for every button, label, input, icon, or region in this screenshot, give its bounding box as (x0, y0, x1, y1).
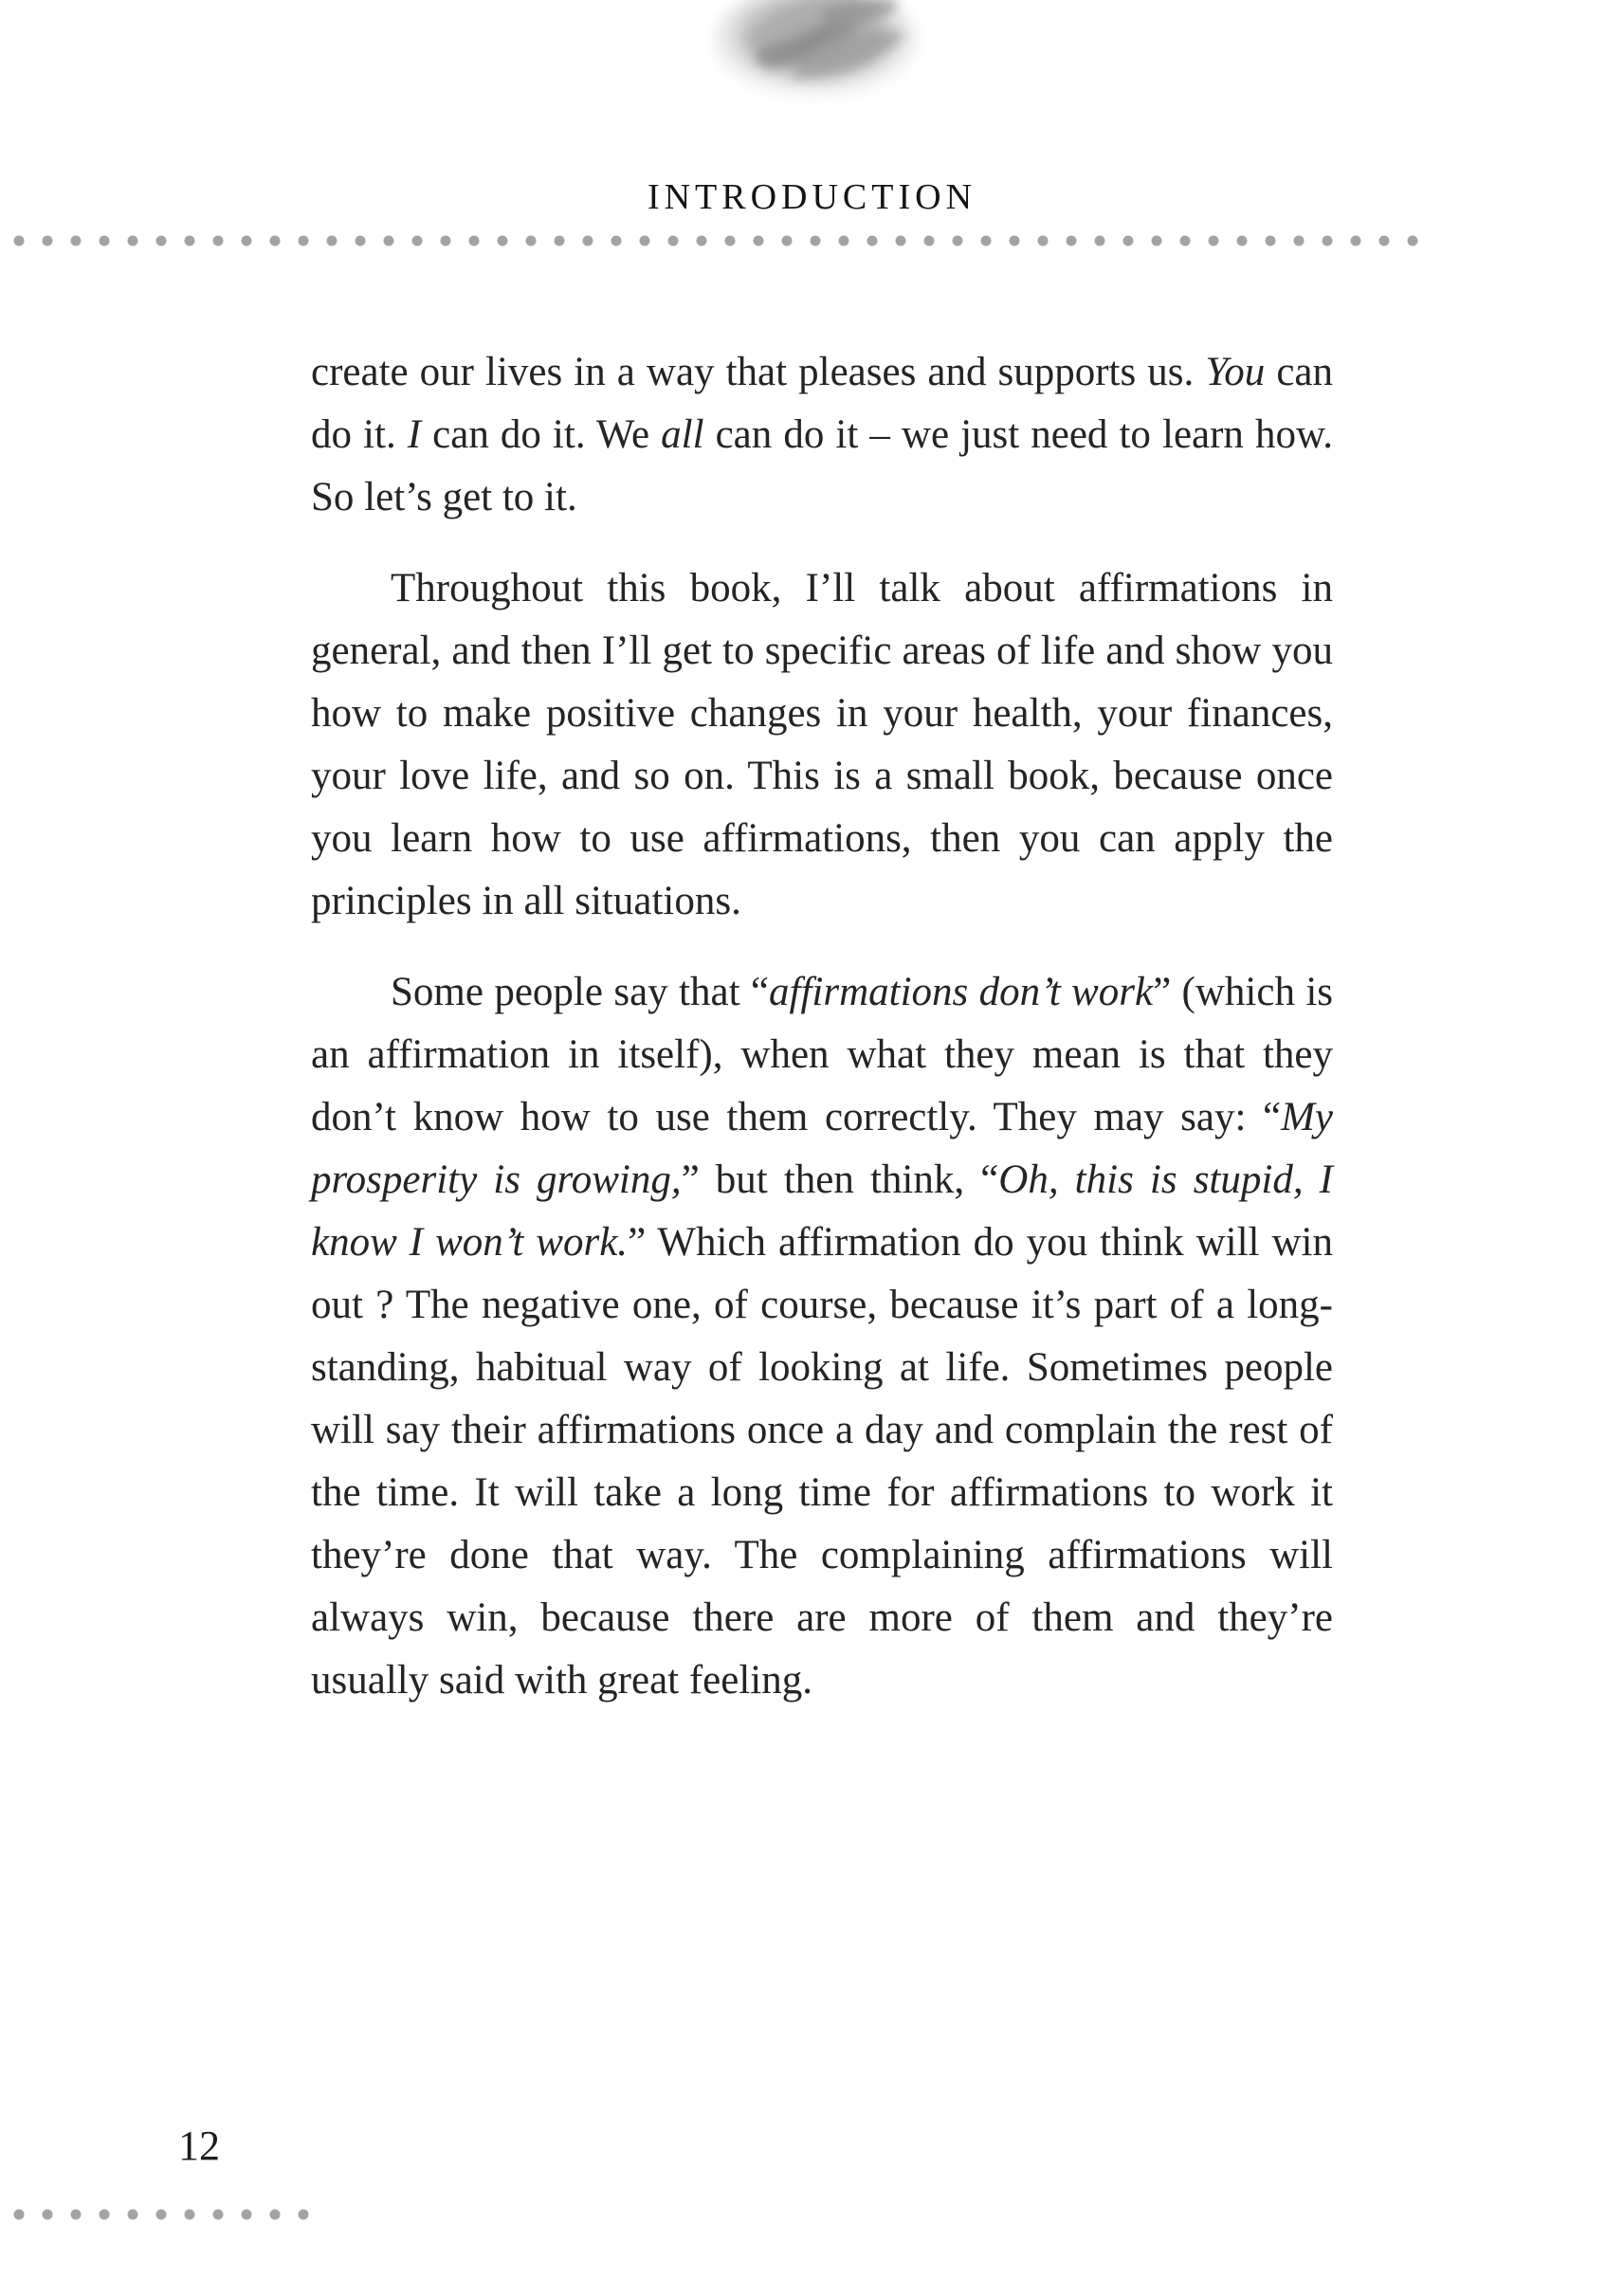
text-segment: ” (which is an affirmation in itself), when what they mean is that they don’t know how to use them correctly. They may say: “ (311, 970, 1334, 1139)
text-segment: ” but then think, “ (681, 1157, 999, 1202)
text-segment: Some people say that “ (391, 970, 770, 1014)
text-segment: Throughout this book, I’ll talk about affirmations in general, and then I’ll get to specific areas of life and show you how to make positive changes in your health, your finances, your love life, and so on. This is a small book, because once you learn how to use affirmations, then you can apply the principles in all situations. (311, 566, 1333, 923)
leaf-illustration-svg (678, 0, 953, 116)
italic-text-segment: I (407, 412, 422, 457)
paragraph (311, 961, 1333, 1712)
text-segment: can do it. We (421, 412, 662, 457)
text-segment: can do it. (311, 350, 1334, 457)
text-segment: ” Which affirmation do you think will win out ? The negative one, of course, because it’s part of a long-standing, habitual way of looking at life. Sometimes people will say their affirmations once a day and complain the rest of the time. It will take a long time for affirmations to work it they’re done that way. The complaining affirmations will always win, because there are more of them and they’re usually said with great feeling. (311, 1220, 1333, 1703)
italic-text-segment: Oh, this is stupid, I know I won’t work. (311, 1157, 1333, 1265)
page-title: INTRODUCTION (647, 177, 977, 217)
italic-text-segment: all (661, 412, 704, 457)
italic-text-segment: You (1205, 350, 1266, 394)
italic-text-segment: My prosperity is growing, (311, 1095, 1333, 1202)
paragraph (311, 341, 1333, 529)
header-dotted-rule (13, 235, 1433, 246)
body-text (311, 341, 1333, 1740)
footer-dotted-rule (13, 2209, 322, 2220)
text-segment: create our lives in a way that pleases and supports us. (311, 350, 1206, 394)
page-number: 12 (178, 2123, 220, 2169)
italic-text-segment: affirmations don’t work (769, 970, 1154, 1014)
decorative-leaf-image (678, 0, 953, 116)
paragraph (311, 557, 1333, 933)
text-segment: can do it – we just need to learn how. So let’s get to it. (311, 412, 1333, 519)
